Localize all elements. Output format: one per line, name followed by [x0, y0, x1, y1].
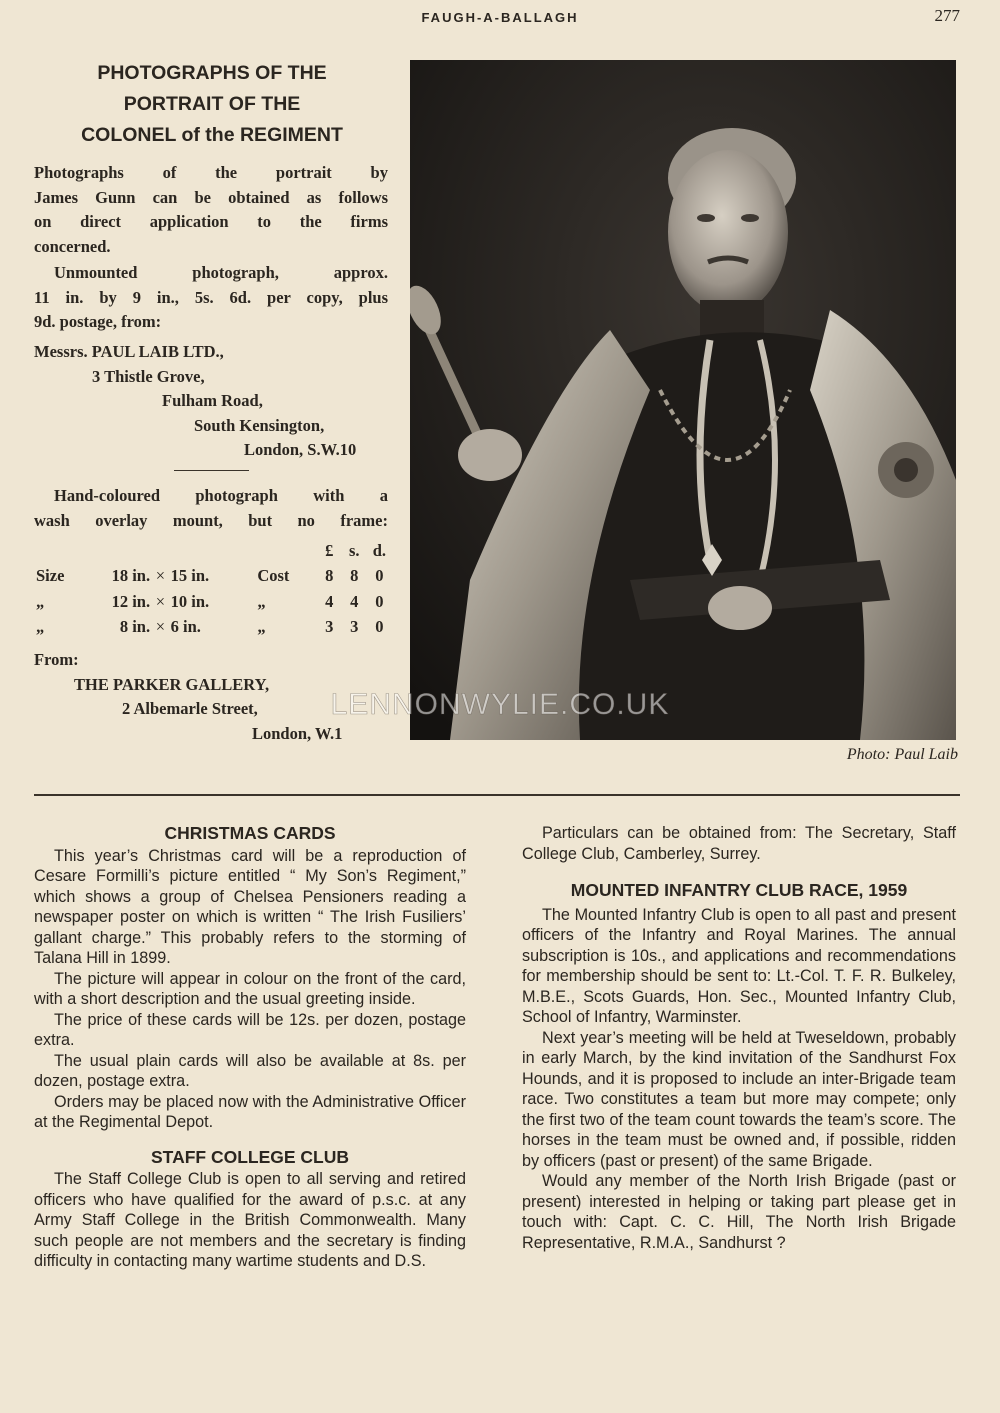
address-line: London, W.1 [252, 723, 343, 743]
address-line: Fulham Road, [162, 391, 263, 410]
price-pounds: 3 [325, 617, 334, 637]
hand-coloured-line: Hand-coloured photograph with a [54, 486, 388, 505]
christmas-cards-paragraph: Orders may be placed now with the Administrative Officer at the Regimental Depot. [34, 1092, 466, 1131]
price-shillings: 4 [350, 591, 359, 611]
heading-line: PHOTOGRAPHS OF THE [97, 62, 327, 84]
size-width: 18 in. [111, 566, 151, 586]
hand-coloured-info [34, 484, 388, 533]
size-width: 12 in. [111, 591, 151, 611]
running-head: FAUGH-A-BALLAGH [421, 10, 579, 25]
mounted-infantry-heading: MOUNTED INFANTRY CLUB RACE, 1959 [570, 880, 908, 900]
price-row [36, 589, 392, 615]
staff-college-club-heading: STAFF COLLEGE CLUB [151, 1146, 349, 1167]
portrait-notice-heading [28, 58, 396, 151]
unmounted-line: Unmounted photograph, approx. [54, 263, 388, 282]
staff-college-club-paragraph: The Staff College Club is open to all serving and retired officers who have qualified for the award of p.s.c. at any Army Staff College in the British Commonwealth. Many such people are not members and the secretary is finding difficulty in contacting many wartime students and D.S. [34, 1170, 466, 1270]
price-shillings: 3 [350, 617, 359, 637]
laib-address [34, 340, 388, 463]
cost-label: Cost [257, 566, 290, 586]
christmas-cards-paragraph: This year’s Christmas card will be a reproduction of Cesare Formilli’s picture entitled “ My Son’s Regiment,” which shows a group of Chelsea Pensioners reading a newspaper poster on which is written “ The Irish Fusiliers’ gallant charge.” This probably refers to the storming of Talana Hill in 1899. [34, 846, 466, 967]
unmounted-line: 11 in. by 9 in., 5s. 6d. per copy, plus [34, 287, 388, 307]
price-pounds: 4 [325, 591, 334, 611]
colonel-portrait-photo [410, 60, 956, 740]
christmas-cards-paragraph: The usual plain cards will also be available at 8s. per dozen, postage extra. [34, 1051, 466, 1090]
heading-line: COLONEL of the REGIMENT [81, 124, 343, 146]
photo-credit: Photo: Paul Laib [846, 746, 958, 763]
mounted-infantry-paragraph: The Mounted Infantry Club is open to all past and present officers of the Infantry and Royal Marines. The annual subscription is 10s., and applications and recommendations for membership should be sent to: Lt.-Col. T. F. R. Bulkeley, M.B.E., Scots Guards, Hon. Sec., Mounted Infantry Club, School of Infantry, Warminster. [522, 905, 956, 1026]
cost-label: „ [257, 617, 266, 637]
from-label: From: [34, 650, 79, 669]
cost-label: „ [257, 591, 266, 611]
price-row [36, 615, 392, 641]
size-height: 15 in. [170, 566, 210, 586]
price-pence: 0 [375, 566, 384, 586]
size-height: 6 in. [170, 617, 201, 637]
intro-line: concerned. [34, 236, 111, 256]
times-sign: × [155, 566, 165, 586]
address-line: South Kensington, [194, 415, 325, 435]
hand-coloured-line: wash overlay mount, but no frame: [34, 510, 388, 530]
mounted-infantry-paragraph: Would any member of the North Irish Brigade (past or present) interested in helping or taking part please get in touch with: Capt. C. C. Hill, The North Irish Brigade Representative, R.M.A., Sandhurst ? [522, 1172, 956, 1252]
price-table-header [36, 538, 392, 564]
left-column [34, 823, 466, 1272]
size-label: „ [36, 617, 45, 637]
times-sign: × [155, 591, 165, 611]
price-shillings: 8 [350, 566, 359, 586]
watermark-text: LENNONWYLIE.CO.UK [330, 688, 670, 721]
portrait-intro [34, 161, 388, 259]
address-line: Messrs. PAUL LAIB LTD., [34, 342, 224, 361]
address-line: THE PARKER GALLERY, [74, 674, 270, 694]
price-pence: 0 [375, 617, 384, 637]
size-width: 8 in. [119, 617, 151, 637]
address-line: 3 Thistle Grove, [92, 366, 205, 386]
address-line: London, S.W.10 [244, 440, 357, 459]
size-label: Size [36, 566, 65, 586]
christmas-cards-paragraph: The picture will appear in colour on the front of the card, with a short description and the usual greeting inside. [34, 969, 466, 1008]
pounds-header: £ [325, 540, 334, 560]
price-pence: 0 [375, 591, 384, 611]
horizontal-rule [34, 794, 960, 796]
heading-line: PORTRAIT OF THE [123, 93, 301, 115]
shillings-header: s. [349, 540, 360, 560]
page-number: 277 [934, 6, 960, 25]
unmounted-line: 9d. postage, from: [34, 312, 162, 331]
mounted-infantry-paragraph: Next year’s meeting will be held at Tweseldown, probably in early March, by the kind invitation of the Sandhurst Fox Hounds, and it is proposed to include an inter-Brigade team race. Two constitutes a team but more may compete; only the first two of the team count towards the team’s score. The horses in the team must be owned and, if possible, ridden by officers (past or present) of the same Brigade. [522, 1028, 956, 1170]
price-row [36, 564, 392, 590]
size-height: 10 in. [170, 591, 210, 611]
price-table [36, 538, 392, 640]
pence-header: d. [372, 540, 387, 560]
size-label: „ [36, 591, 45, 611]
christmas-cards-heading: CHRISTMAS CARDS [164, 823, 336, 843]
times-sign: × [155, 617, 165, 637]
price-pounds: 8 [325, 566, 334, 586]
christmas-cards-paragraph: The price of these cards will be 12s. per dozen, postage extra. [34, 1010, 466, 1049]
section-divider [174, 470, 249, 471]
unmounted-info [34, 261, 388, 335]
intro-line: James Gunn can be obtained as follows [34, 187, 388, 207]
address-line: 2 Albemarle Street, [122, 699, 258, 718]
intro-line: on direct application to the firms [34, 212, 388, 231]
intro-line: Photographs of the portrait by [34, 163, 388, 182]
staff-college-club-paragraph: Particulars can be obtained from: The Secretary, Staff College Club, Camberley, Surrey. [522, 824, 956, 863]
right-column [522, 823, 956, 1253]
